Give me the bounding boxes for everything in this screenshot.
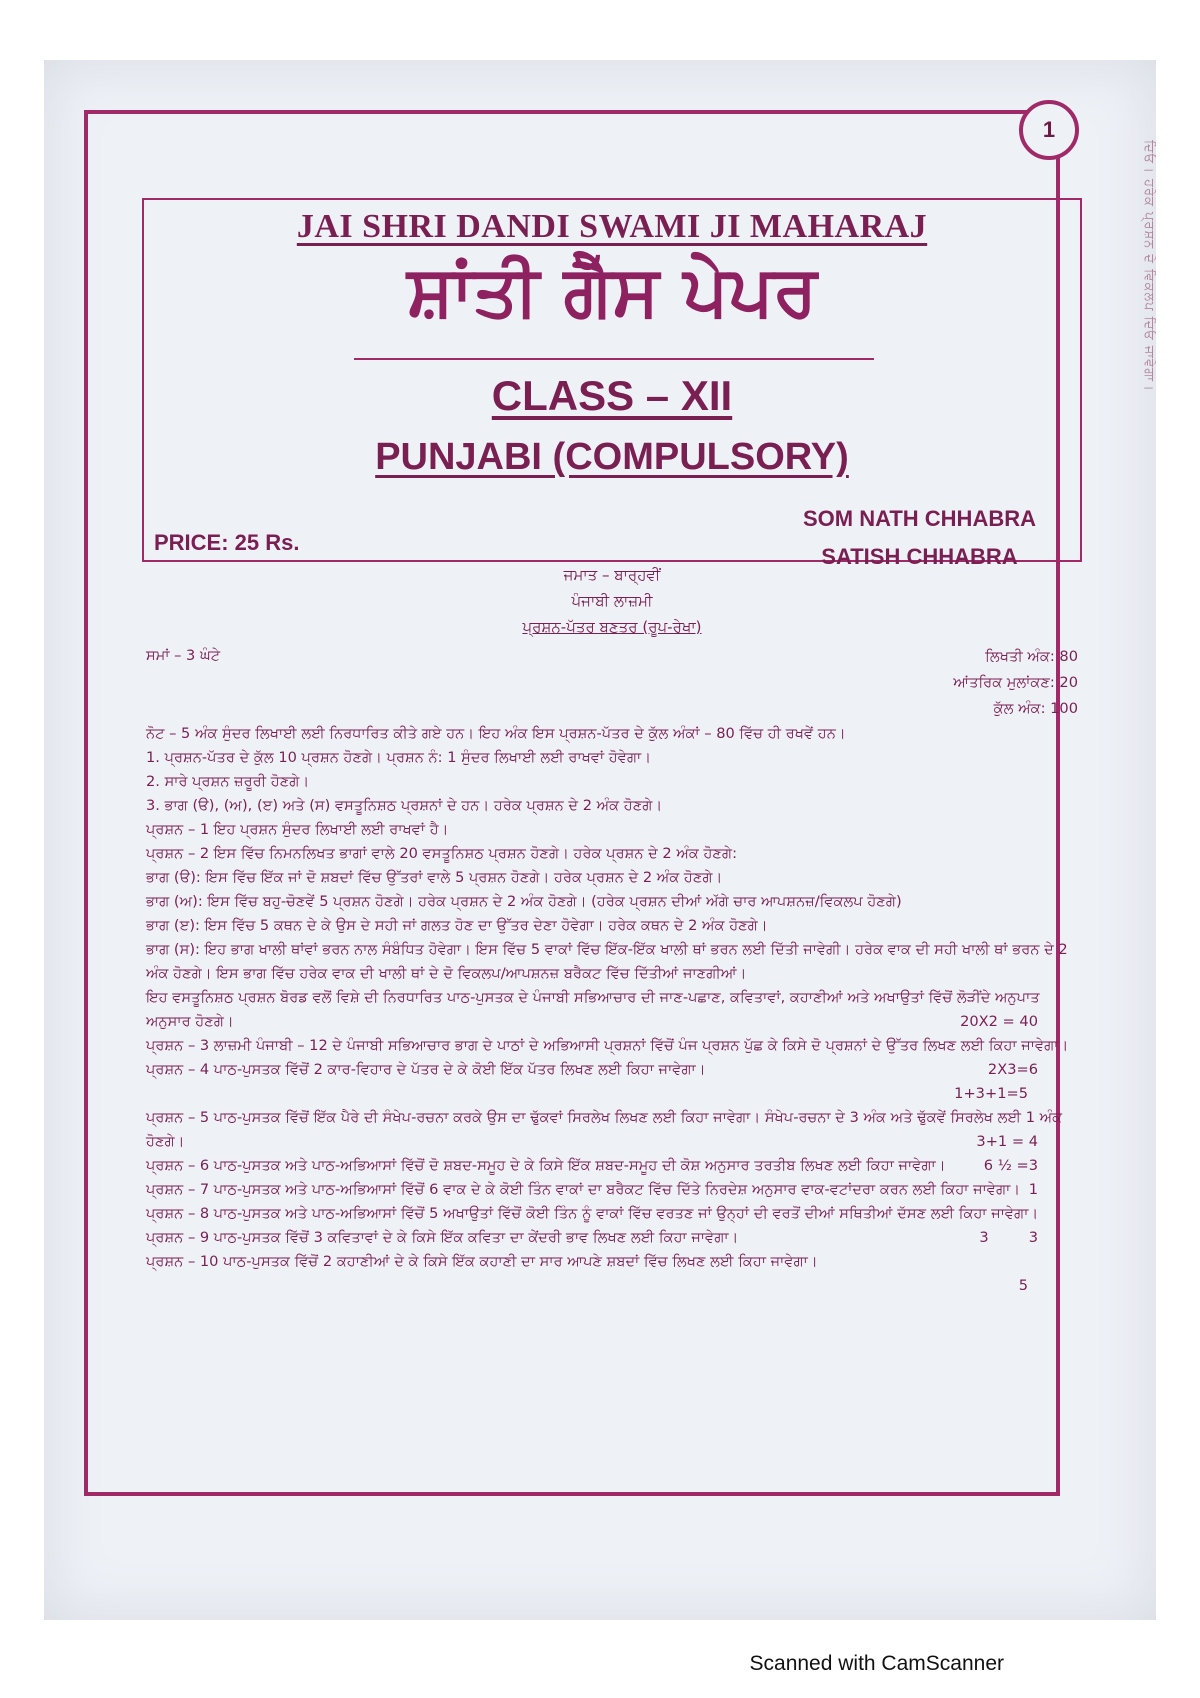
structure-line: ਪ੍ਰਸ਼ਨ-ਪੱਤਰ ਬਣਤਰ (ਰੂਪ-ਰੇਖਾ) bbox=[522, 618, 702, 636]
rule-item: 3. ਭਾਗ (ੳ), (ਅ), (ੲ) ਅਤੇ (ਸ) ਵਸਤੂਨਿਸ਼ਠ ਪ੍ਰਸ਼ਨਾਂ ਦੇ ਹਨ। ਹਰੇਕ ਪ੍ਰਸ਼ਨ ਦੇ 2 ਅੰਕ ਹੋਣਗੇ। bbox=[146, 797, 663, 814]
paper-title: ਸ਼ਾਂਤੀ ਗੈੱਸ ਪੇਪਰ bbox=[406, 250, 818, 332]
marks-label: 2X3=6 bbox=[987, 1061, 1038, 1078]
class-line: ਜਮਾਤ – ਬਾਰ੍ਹਵੀਂ bbox=[563, 566, 661, 584]
note-paragraph: ਨੋਟ – 5 ਅੰਕ ਸੁੰਦਰ ਲਿਖਾਈ ਲਈ ਨਿਰਧਾਰਿਤ ਕੀਤੇ ਗਏ ਹਨ। ਇਹ ਅੰਕ ਇਸ ਪ੍ਰਸ਼ਨ-ਪੱਤਰ ਦੇ ਕੁੱਲ ਅੰਕਾਂ – 80 ਵਿੱਚ ਹੀ ਰਖਵੇਂ ਹਨ। bbox=[146, 725, 846, 742]
marks-summary bbox=[953, 644, 1078, 722]
subject-heading: PUNJABI (COMPULSORY) bbox=[375, 436, 849, 478]
cover-title-box bbox=[142, 198, 1082, 569]
question-text: ਪ੍ਰਸ਼ਨ – 7 ਪਾਠ-ਪੁਸਤਕ ਅਤੇ ਪਾਠ-ਅਭਿਆਸਾਂ ਵਿੱਚੋਂ 6 ਵਾਕ ਦੇ ਕੇ ਕੋਈ ਤਿੰਨ ਵਾਕਾਂ ਦਾ ਬਰੈਕਟ ਵਿੱਚ ਦਿੱਤੇ ਨਿਰਦੇਸ਼ ਅਨੁਸਾਰ ਵਾਕ-ਵਟਾਂਦਰਾ ਕਰਨ ਲਈ ਕਿਹਾ ਜਾਵੇਗਾ। bbox=[146, 1181, 1021, 1198]
marks-label: 1+3+1=5 bbox=[954, 1085, 1028, 1102]
question-text: ਪ੍ਰਸ਼ਨ – 6 ਪਾਠ-ਪੁਸਤਕ ਅਤੇ ਪਾਠ-ਅਭਿਆਸਾਂ ਵਿੱਚੋਂ ਦੋ ਸ਼ਬਦ-ਸਮੂਹ ਦੇ ਕੇ ਕਿਸੇ ਇੱਕ ਸ਼ਬਦ-ਸਮੂਹ ਦੀ ਕੋਸ਼ ਅਨੁਸਾਰ ਤਰਤੀਬ ਲਿਖਣ ਲਈ ਕਿਹਾ ਜਾਵੇਗਾ। bbox=[146, 1157, 946, 1174]
marks-label: 5 bbox=[1018, 1277, 1028, 1294]
blessing-heading: JAI SHRI DANDI SWAMI JI MAHARAJ bbox=[296, 208, 928, 245]
question-text: ਪ੍ਰਸ਼ਨ – 9 ਪਾਠ-ਪੁਸਤਕ ਵਿੱਚੋਂ 3 ਕਵਿਤਾਵਾਂ ਦੇ ਕੇ ਕਿਸੇ ਇੱਕ ਕਵਿਤਾ ਦਾ ਕੇਂਦਰੀ ਭਾਵ ਲਿਖਣ ਲਈ ਕਿਹਾ ਜਾਵੇਗਾ। bbox=[146, 1229, 739, 1246]
question-text: ਪ੍ਰਸ਼ਨ – 3 ਲਾਜ਼ਮੀ ਪੰਜਾਬੀ – 12 ਦੇ ਪੰਜਾਬੀ ਸਭਿਆਚਾਰ ਭਾਗ ਦੇ ਪਾਠਾਂ ਦੇ ਅਭਿਆਸੀ ਪ੍ਰਸ਼ਨਾਂ ਵਿੱਚੋਂ ਪੰਜ ਪ੍ਰਸ਼ਨ ਪੁੱਛ ਕੇ ਕਿਸੇ ਦੋ ਪ੍ਰਸ਼ਨਾਂ ਦੇ ਉੱਤਰ ਲਿਖਣ ਲਈ ਕਿਹਾ ਜਾਵੇਗਾ। bbox=[146, 1037, 1069, 1054]
subject-line: ਪੰਜਾਬੀ ਲਾਜ਼ਮੀ bbox=[571, 592, 653, 610]
scanned-page bbox=[44, 60, 1156, 1620]
question-item: ਪ੍ਰਸ਼ਨ – 2 ਇਸ ਵਿੱਚ ਨਿਮਨਲਿਖਤ ਭਾਗਾਂ ਵਾਲੇ 20 ਵਸਤੂਨਿਸ਼ਠ ਪ੍ਰਸ਼ਨ ਹੋਣਗੇ। ਹਰੇਕ ਪ੍ਰਸ਼ਨ ਦੇ 2 ਅੰਕ ਹੋਣਗੇ: bbox=[146, 845, 738, 862]
marks-label: 3+1 = 4 bbox=[976, 1133, 1038, 1150]
part-item: ਭਾਗ (ੳ): ਇਸ ਵਿੱਚ ਇੱਕ ਜਾਂ ਦੋ ਸ਼ਬਦਾਂ ਵਿੱਚ ਉੱਤਰਾਂ ਵਾਲੇ 5 ਪ੍ਰਸ਼ਨ ਹੋਣਗੇ। ਹਰੇਕ ਪ੍ਰਸ਼ਨ ਦੇ 2 ਅੰਕ ਹੋਣਗੇ। bbox=[146, 869, 723, 886]
adjacent-page-bleed-text: ਦਿਓ। ਹਰੇਕ ਪ੍ਰਸ਼ਨ ਦੇ ਵਿਕਲਪ ਦਿਓ ਜਾਵੇਗਾ। bbox=[1141, 140, 1156, 392]
objective-note-text: ਇਹ ਵਸਤੂਨਿਸ਼ਠ ਪ੍ਰਸ਼ਨ ਬੋਰਡ ਵਲੋਂ ਵਿਸ਼ੇ ਦੀ ਨਿਰਧਾਰਿਤ ਪਾਠ-ਪੁਸਤਕ ਦੇ ਪੰਜਾਬੀ ਸਭਿਆਚਾਰ ਦੀ ਜਾਣ-ਪਛਾਣ, ਕਵਿਤਾਵਾਂ, ਕਹਾਣੀਆਂ ਅਤੇ ਅਖਾਉਤਾਂ ਵਿੱਚੋਂ ਲੋੜੀਂਦੇ ਅਨੁਪਾਤ ਅਨੁਸਾਰ ਹੋਣਗੇ। bbox=[146, 989, 1040, 1030]
time-allowed: ਸਮਾਂ – 3 ਘੰਟੇ bbox=[146, 647, 221, 664]
question-item: ਪ੍ਰਸ਼ਨ – 1 ਇਹ ਪ੍ਰਸ਼ਨ ਸੁੰਦਰ ਲਿਖਾਈ ਲਈ ਰਾਖਵਾਂ ਹੈ। bbox=[146, 821, 449, 838]
title-divider bbox=[354, 358, 874, 360]
question-item bbox=[146, 1154, 1078, 1178]
question-text: ਪ੍ਰਸ਼ਨ – 5 ਪਾਠ-ਪੁਸਤਕ ਵਿੱਚੋਂ ਇੱਕ ਪੈਰੇ ਦੀ ਸੰਖੇਪ-ਰਚਨਾ ਕਰਕੇ ਉਸ ਦਾ ਢੁੱਕਵਾਂ ਸਿਰਲੇਖ ਲਿਖਣ ਲਈ ਕਿਹਾ ਜਾਵੇਗਾ। ਸੰਖੇਪ-ਰਚਨਾ ਦੇ 3 ਅੰਕ ਅਤੇ ਢੁੱਕਵੇਂ ਸਿਰਲੇਖ ਲਈ 1 ਅੰਕ ਹੋਣਗੇ। bbox=[146, 1109, 1063, 1150]
question-item bbox=[146, 1226, 1078, 1250]
class-heading: CLASS – XII bbox=[491, 372, 733, 419]
scanner-watermark: Scanned with CamScanner bbox=[749, 1652, 1004, 1675]
rule-item: 1. ਪ੍ਰਸ਼ਨ-ਪੱਤਰ ਦੇ ਕੁੱਲ 10 ਪ੍ਰਸ਼ਨ ਹੋਣਗੇ। ਪ੍ਰਸ਼ਨ ਨੰ: 1 ਸੁੰਦਰ ਲਿਖਾਈ ਲਈ ਰਾਖਵਾਂ ਹੋਵੇਗਾ। bbox=[146, 749, 652, 766]
author-name: SOM NATH CHHABRA bbox=[802, 506, 1036, 531]
total-marks: ਕੁੱਲ ਅੰਕ: 100 bbox=[993, 700, 1078, 717]
internal-marks: ਆਂਤਰਿਕ ਮੁਲਾਂਕਣ: 20 bbox=[953, 674, 1078, 691]
written-marks: ਲਿਖਤੀ ਅੰਕ: 80 bbox=[985, 648, 1078, 665]
part-item: ਭਾਗ (ਅ): ਇਸ ਵਿੱਚ ਬਹੁ-ਚੋਣਵੇਂ 5 ਪ੍ਰਸ਼ਨ ਹੋਣਗੇ। ਹਰੇਕ ਪ੍ਰਸ਼ਨ ਦੇ 2 ਅੰਕ ਹੋਣਗੇ। (ਹਰੇਕ ਪ੍ਰਸ਼ਨ ਦੀਆਂ ਅੱਗੇ ਚਾਰ ਆਪਸ਼ਨਜ਼/ਵਿਕਲਪ ਹੋਣਗੇ) bbox=[146, 893, 902, 910]
part-item: ਭਾਗ (ੲ): ਇਸ ਵਿੱਚ 5 ਕਥਨ ਦੇ ਕੇ ਉਸ ਦੇ ਸਹੀ ਜਾਂ ਗਲਤ ਹੋਣ ਦਾ ਉੱਤਰ ਦੇਣਾ ਹੋਵੇਗਾ। ਹਰੇਕ ਕਥਨ ਦੇ 2 ਅੰਕ ਹੋਣਗੇ। bbox=[146, 917, 768, 934]
marks-label: 20X2 = 40 bbox=[960, 1013, 1038, 1030]
price-label: PRICE: 25 Rs. bbox=[154, 530, 300, 555]
marks-label: 6 ½ =3 bbox=[983, 1157, 1038, 1174]
question-item bbox=[146, 1106, 1078, 1154]
paper-structure-body bbox=[146, 562, 1078, 1298]
marks-label: 1 bbox=[1028, 1181, 1038, 1198]
question-item: ਪ੍ਰਸ਼ਨ – 4 ਪਾਠ-ਪੁਸਤਕ ਵਿੱਚੋਂ 2 ਕਾਰ-ਵਿਹਾਰ ਦੇ ਪੱਤਰ ਦੇ ਕੇ ਕੋਈ ਇੱਕ ਪੱਤਰ ਲਿਖਣ ਲਈ ਕਿਹਾ ਜਾਵੇਗਾ। bbox=[146, 1061, 706, 1078]
marks-label: 3 bbox=[1028, 1229, 1038, 1246]
exam-meta-row bbox=[146, 644, 1078, 722]
marks-label: 3 bbox=[979, 1229, 989, 1246]
page-border bbox=[84, 110, 1078, 1496]
question-item bbox=[146, 1178, 1078, 1202]
part-item: ਭਾਗ (ਸ): ਇਹ ਭਾਗ ਖਾਲੀ ਥਾਂਵਾਂ ਭਰਨ ਨਾਲ ਸੰਬੰਧਿਤ ਹੋਵੇਗਾ। ਇਸ ਵਿੱਚ 5 ਵਾਕਾਂ ਵਿੱਚ ਇੱਕ-ਇੱਕ ਖਾਲੀ ਥਾਂ ਭਰਨ ਲਈ ਦਿੱਤੀ ਜਾਵੇਗੀ। ਹਰੇਕ ਵਾਕ ਦੀ ਸਹੀ ਖਾਲੀ ਥਾਂ ਭਰਨ ਦੇ 2 ਅੰਕ ਹੋਣਗੇ। ਇਸ ਭਾਗ ਵਿੱਚ ਹਰੇਕ ਵਾਕ ਦੀ ਖਾਲੀ ਥਾਂ ਦੇ ਦੋ ਵਿਕਲਪ/ਆਪਸ਼ਨਜ਼ ਬਰੈਕਟ ਵਿੱਚ ਦਿੱਤੀਆਂ ਜਾਣਗੀਆਂ। bbox=[146, 941, 1068, 982]
objective-note bbox=[146, 986, 1078, 1034]
rule-item: 2. ਸਾਰੇ ਪ੍ਰਸ਼ਨ ਜ਼ਰੂਰੀ ਹੋਣਗੇ। bbox=[146, 773, 310, 790]
question-item: ਪ੍ਰਸ਼ਨ – 10 ਪਾਠ-ਪੁਸਤਕ ਵਿੱਚੋਂ 2 ਕਹਾਣੀਆਂ ਦੇ ਕੇ ਕਿਸੇ ਇੱਕ ਕਹਾਣੀ ਦਾ ਸਾਰ ਆਪਣੇ ਸ਼ਬਦਾਂ ਵਿੱਚ ਲਿਖਣ ਲਈ ਕਿਹਾ ਜਾਵੇਗਾ। bbox=[146, 1253, 818, 1270]
author-name: SATISH CHHABRA bbox=[821, 544, 1018, 569]
question-text: ਪ੍ਰਸ਼ਨ – 8 ਪਾਠ-ਪੁਸਤਕ ਅਤੇ ਪਾਠ-ਅਭਿਆਸਾਂ ਵਿੱਚੋਂ 5 ਅਖਾਉਤਾਂ ਵਿੱਚੋਂ ਕੋਈ ਤਿੰਨ ਨੂੰ ਵਾਕਾਂ ਵਿੱਚ ਵਰਤਣ ਜਾਂ ਉਨ੍ਹਾਂ ਦੀ ਵਰਤੋਂ ਦੀਆਂ ਸਥਿਤੀਆਂ ਦੱਸਣ ਲਈ ਕਿਹਾ ਜਾਵੇਗਾ। bbox=[146, 1205, 1039, 1222]
page-number-badge: 1 bbox=[1019, 100, 1079, 160]
